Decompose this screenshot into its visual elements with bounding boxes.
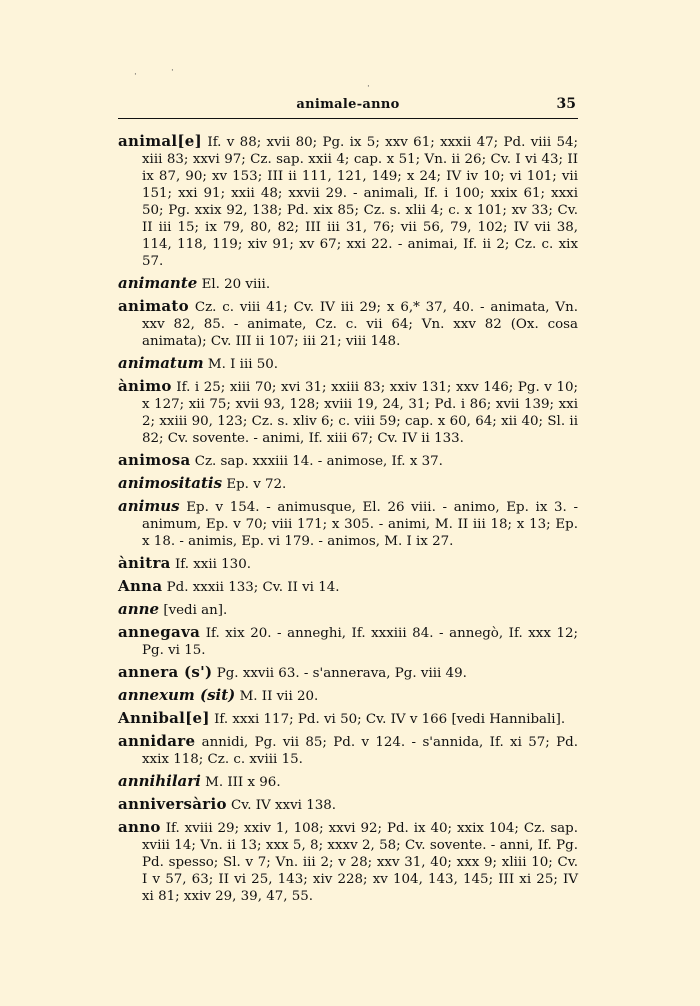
entry-headword: annidare bbox=[118, 732, 196, 750]
entry-citations: Cz. c. viii 41; Cv. IV iii 29; x 6,* 37, 40. - animata, Vn. xxv 82, 85. - animate, Cz. c. vii 64; Vn. xxv 82 (Ox. cosa animata); Cv. III ii 107; iii 21; viii 148. bbox=[142, 300, 578, 349]
entry-headword: animato bbox=[118, 297, 189, 315]
entry-headword: annegava bbox=[118, 623, 201, 641]
dictionary-entry bbox=[118, 378, 578, 447]
entry-headword: anno bbox=[118, 818, 161, 836]
print-speck: · bbox=[134, 70, 137, 80]
entry-headword: animositatis bbox=[118, 474, 223, 492]
dictionary-entry bbox=[118, 733, 578, 768]
entry-citations: If. xxii 130. bbox=[174, 557, 251, 572]
dictionary-entry bbox=[118, 819, 578, 905]
entry-citations: M. II vii 20. bbox=[239, 689, 319, 704]
dictionary-entry bbox=[118, 298, 578, 350]
dictionary-entry bbox=[118, 601, 578, 619]
entry-citations: El. 20 viii. bbox=[201, 277, 271, 292]
entry-headword: animus bbox=[118, 497, 180, 515]
entry-citations: If. xix 20. - anneghi, If. xxxiii 84. - annegò, If. xxx 12; Pg. vi 15. bbox=[142, 626, 579, 658]
entry-headword: annihilari bbox=[118, 772, 201, 790]
dictionary-entry bbox=[118, 555, 578, 573]
entry-citations: Pd. xxxii 133; Cv. II vi 14. bbox=[166, 580, 340, 595]
entry-citations: Cz. sap. xxxiii 14. - animose, If. x 37. bbox=[194, 454, 443, 469]
entry-headword: animante bbox=[118, 274, 198, 292]
dictionary-entry bbox=[118, 773, 578, 791]
entry-headword: animatum bbox=[118, 354, 204, 372]
entry-citations: M. I iii 50. bbox=[207, 357, 279, 372]
entry-citations: If. v 88; xvii 80; Pg. ix 5; xxv 61; xxxii 47; Pd. viii 54; xiii 83; xxvi 97; Cz. sap. xxii 4; cap. x 51; Vn. ii 26; Cv. I vi 43; II ix 87, 90; xv 153; III ii 111, 121, 149; x 24; IV iv 10; vi 101; vii 151; xxi 91; xxii 48; xxvii 29. - animali, If. i 100; xxix 61; xxxi 50; Pg. xxix 92, 138; Pd. xix 85; Cz. s. xlii 4; c. x 101; xv 33; Cv. II iii 15; ix 79, 80, 82; III iii 31, 76; vii 56, 79, 102; IV vii 38, 114, 118, 119; xiv 91; xv 67; xxi 22. - animai, If. ii 2; Cz. c. xix 57. bbox=[142, 135, 578, 269]
entry-headword: animosa bbox=[118, 451, 191, 469]
running-header bbox=[118, 92, 578, 119]
dictionary-entry bbox=[118, 133, 578, 270]
dictionary-entry bbox=[118, 796, 578, 814]
dictionary-entry bbox=[118, 498, 578, 550]
entry-headword: anniversàrio bbox=[118, 795, 227, 813]
print-speck: · bbox=[367, 82, 370, 92]
entry-headword: animal[e] bbox=[118, 132, 203, 150]
entry-headword: ànitra bbox=[118, 554, 171, 572]
entry-citations: If. xviii 29; xxiv 1, 108; xxvi 92; Pd. ix 40; xxix 104; Cz. sap. xviii 14; Vn. ii 13; xxx 5, 8; xxxv 2, 58; Cv. sovente. - anni, If. Pg. Pd. spesso; Sl. v 7; Vn. iii 2; v 28; xxv 31, 40; xxx 9; xliii 10; Cv. I v 57, 63; II vi 25, 143; xiv 228; xv 104, 143, 145; III xi 25; IV xi 81; xxiv 29, 39, 47, 55. bbox=[142, 821, 578, 904]
entry-list bbox=[118, 133, 578, 910]
print-speck: · bbox=[171, 66, 174, 76]
entry-citations: If. i 25; xiii 70; xvi 31; xxiii 83; xxiv 131; xxv 146; Pg. v 10; x 127; xii 75; xvii 93, 128; xviii 19, 24, 31; Pd. i 86; xvii 139; xxi 2; xxiii 90, 123; Cz. s. xliv 6; c. viii 59; cap. x 60, 64; xii 40; Sl. ii 82; Cv. sovente. - animi, If. xiii 67; Cv. IV ii 133. bbox=[142, 380, 578, 446]
entry-citations: Pg. xxvii 63. - s'annerava, Pg. viii 49. bbox=[216, 666, 467, 681]
entry-headword: anne bbox=[118, 600, 160, 618]
dictionary-entry bbox=[118, 664, 578, 682]
entry-citations: If. xxxi 117; Pd. vi 50; Cv. IV v 166 [vedi Hannibali]. bbox=[214, 712, 566, 727]
dictionary-entry bbox=[118, 624, 578, 659]
entry-headword: Annibal[e] bbox=[118, 709, 210, 727]
entry-citations: M. III x 96. bbox=[205, 775, 281, 790]
dictionary-entry bbox=[118, 710, 578, 728]
dictionary-entry bbox=[118, 275, 578, 293]
page-number: 35 bbox=[556, 96, 576, 112]
dictionary-entry bbox=[118, 475, 578, 493]
entry-citations: [vedi an]. bbox=[163, 603, 228, 618]
entry-headword: Anna bbox=[118, 577, 163, 595]
entry-headword: annexum (sit) bbox=[118, 686, 236, 704]
entry-citations: Cv. IV xxvi 138. bbox=[231, 798, 337, 813]
entry-headword: annera (s') bbox=[118, 663, 213, 681]
dictionary-entry bbox=[118, 687, 578, 705]
running-title: animale-anno bbox=[296, 97, 400, 112]
dictionary-entry bbox=[118, 578, 578, 596]
dictionary-entry bbox=[118, 355, 578, 373]
entry-citations: annidi, Pg. vii 85; Pd. v 124. - s'annida, If. xi 57; Pd. xxix 118; Cz. c. xviii 15. bbox=[142, 735, 579, 767]
entry-citations: Ep. v 72. bbox=[226, 477, 287, 492]
entry-citations: Ep. v 154. - animusque, El. 26 viii. - animo, Ep. ix 3. - animum, Ep. v 70; viii 171; x 305. - animi, M. II iii 18; x 13; Ep. x 18. - animis, Ep. vi 179. - animos, M. I ix 27. bbox=[142, 500, 578, 549]
dictionary-entry bbox=[118, 452, 578, 470]
entry-headword: ànimo bbox=[118, 377, 172, 395]
